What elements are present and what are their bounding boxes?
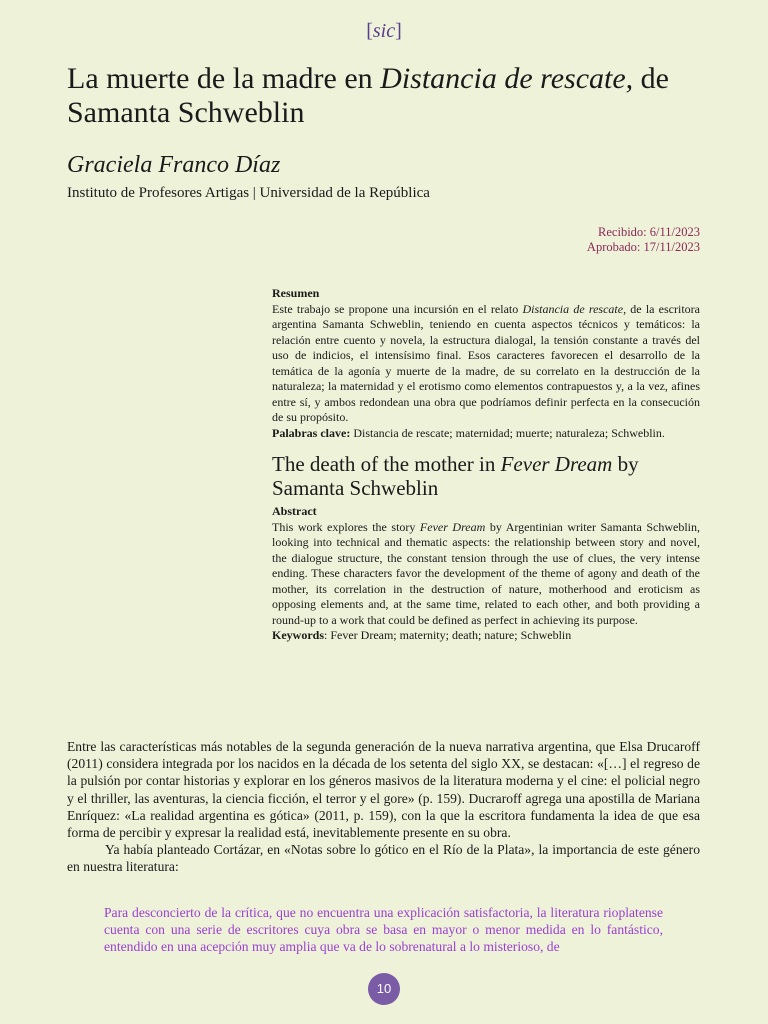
resumen-heading: Resumen (272, 286, 320, 300)
abstract-text-b: by Argentinian writer Samanta Schweblin, looking into technical and thematic aspects: the relationship between story and novel, the dialogue structure, the constant tension through the use of clues, the very intense ending. These characters favor the development of the theme of agony and death of the mother, its correlation in the destruction of nature, motherhood and eroticism as opposing elements and, at the same time, related to each other, and both providing a round-up to a work that could be defined as perfect in achieving its purpose. (272, 519, 700, 627)
journal-open-bracket: [ (366, 20, 373, 42)
body-paragraph-1: Entre las características más notables de la segunda generación de la nueva narrativa argentina, que Elsa Drucaroff (2011) considera integrada por los nacidos en la década de los setenta del siglo XX, se destacan: «[…] el regreso de la pulsión por contar historias y explorar en los géneros masivos de la literatura moderna y el cine: el policial negro y el thriller, las aventuras, la ciencia ficción, el terror y el gore» (p. 159). Ducraroff agrega una apostilla de Mariana Enríquez: «La realidad argentina es gótica» (2011, p. 159), con la que la escritora fundamenta la idea de que esa forma de percibir y expresar la realidad está, inevitablemente presente en su obra. (67, 739, 700, 841)
english-title-part1: The death of the mother in (272, 452, 501, 476)
english-title-part2: by Samanta Schweblin (272, 452, 639, 500)
journal-name: sic (372, 20, 396, 42)
resumen-text-b: de la escritora argentina Samanta Schweblin, teniendo en cuenta aspectos técnicos y temáticos: la relación entre cuento y novela, la estructura dialogal, la tensión constante a través del uso de indicios, el intensísimo final. Esos caracteres favorecen el desarrollo de la temática de la agonía y muerte de la madre, de su correlato en la destrucción de la naturaleza; la maternidad y el erotismo como elementos contrapuestos y, a la vez, afines entre sí, y ambos redondean una obra que podríamos definir perfecta en la consecución de su propósito. (272, 301, 700, 424)
resumen-text-a: Este trabajo se propone una incursión en el relato (272, 301, 523, 316)
keywords-label: Keywords (272, 628, 324, 642)
abstract-block (272, 504, 700, 644)
article-title-part1: La muerte de la madre en (67, 62, 381, 95)
body-text (67, 738, 700, 876)
palabras-clave: Distancia de rescate; maternidad; muerte; naturaleza; Schweblin. (350, 425, 665, 440)
palabras-clave-label: Palabras clave: (272, 425, 351, 440)
journal-close-bracket: ] (395, 20, 402, 42)
abstract-text-a: This work explores the story (272, 519, 420, 534)
author-name: Graciela Franco Díaz (67, 152, 281, 178)
article-title-part2: de Samanta Schweblin (67, 62, 669, 129)
author-institution: Instituto de Profesores Artigas | Universidad de la República (67, 185, 430, 201)
submission-dates (587, 225, 700, 255)
english-title-italic: Fever Dream (500, 452, 613, 476)
body-paragraph-2: Ya había planteado Cortázar, en «Notas sobre lo gótico en el Río de la Plata», la importancia de este género en nuestra literatura: (67, 842, 700, 875)
resumen-text-italic: Distancia de rescate, (522, 301, 627, 316)
article-title-italic: Distancia de rescate, (380, 62, 634, 95)
abstract-heading: Abstract (272, 504, 317, 518)
article-title (67, 62, 717, 130)
resumen-block (272, 286, 700, 441)
page-number-badge: 10 (368, 973, 400, 1005)
abstract-text-italic: Fever Dream (419, 519, 486, 534)
english-title (272, 452, 702, 500)
received-date: Recibido: 6/11/2023 (598, 225, 700, 239)
keywords: : Fever Dream; maternity; death; nature; Schweblin (324, 628, 572, 642)
approved-date: Aprobado: 17/11/2023 (586, 240, 700, 254)
block-quote: Para desconcierto de la crítica, que no encuentra una explicación satisfactoria, la literatura rioplatense cuenta con una serie de escritores cuya obra se basa en mayor o menor medida en lo fantástico, entendido en una acepción muy amplia que va de lo sobrenatural a lo misterioso, de (104, 905, 663, 955)
journal-header (0, 20, 768, 43)
